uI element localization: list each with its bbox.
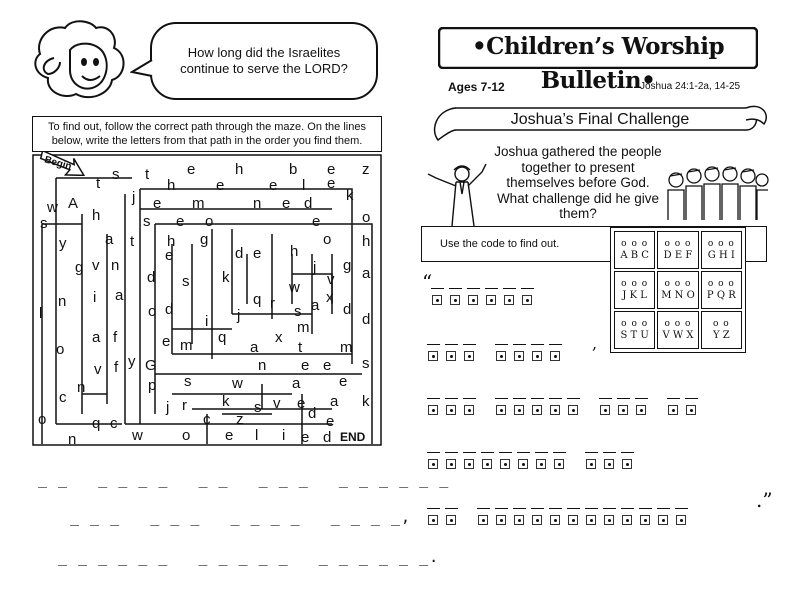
code-key-letters: D E F [663, 250, 693, 261]
maze-letter[interactable]: v [327, 271, 335, 288]
maze-letter[interactable]: s [182, 273, 190, 290]
code-key-cell [657, 271, 698, 309]
maze-letter[interactable]: t [96, 175, 101, 192]
maze-letter[interactable]: q [218, 329, 227, 346]
code-glyph-blank[interactable] [512, 398, 526, 424]
code-key-cell [701, 311, 742, 349]
maze-letter[interactable]: o [205, 213, 214, 230]
code-symbol-icon [496, 405, 506, 415]
comma-mark: , [592, 334, 598, 353]
maze-letter[interactable]: t [145, 166, 150, 183]
code-symbol-icon [640, 515, 650, 525]
maze-letter[interactable]: o [38, 411, 47, 428]
maze-letter[interactable]: a [105, 231, 114, 248]
code-symbol-icon [496, 515, 506, 525]
coded-row [426, 398, 698, 424]
maze-letter[interactable]: o [182, 427, 191, 444]
answer-line-2[interactable]: _ _ _ _ _ _ _ _ _ _ _ _ _ _, [70, 508, 412, 526]
code-key-dots: o o o [707, 239, 735, 249]
code-glyph-blank[interactable] [638, 508, 652, 534]
code-glyph-blank[interactable] [656, 508, 670, 534]
end-label: END [340, 430, 366, 444]
maze-letter[interactable]: q [253, 291, 262, 308]
code-glyph-blank[interactable] [512, 508, 526, 534]
maze-letter[interactable]: a [250, 339, 259, 356]
code-symbol-icon [482, 459, 492, 469]
maze-letter[interactable]: g [343, 257, 352, 274]
code-symbol-icon [554, 459, 564, 469]
code-key-dots: o o o [707, 279, 735, 289]
maze-letter[interactable]: o [148, 303, 157, 320]
maze-letter[interactable]: o [56, 341, 65, 358]
code-glyph-blank[interactable] [426, 508, 440, 534]
coded-row [426, 344, 562, 370]
code-glyph-blank[interactable] [684, 398, 698, 424]
code-key-dots: o o o [664, 319, 692, 329]
code-key-dots: o o o [621, 279, 649, 289]
code-glyph-blank[interactable] [462, 452, 476, 478]
code-symbol-icon [622, 515, 632, 525]
coded-row [426, 452, 634, 478]
code-glyph-blank[interactable] [426, 452, 440, 478]
maze-letter[interactable]: n [68, 431, 77, 448]
maze-letter[interactable]: e [165, 247, 174, 264]
maze-letter[interactable]: s [254, 399, 262, 416]
code-symbol-icon [428, 515, 438, 525]
code-symbol-icon [532, 351, 542, 361]
maze-letter[interactable]: d [165, 301, 174, 318]
code-symbol-icon [450, 295, 460, 305]
maze-letter[interactable]: k [362, 393, 370, 410]
maze-letter[interactable]: e [312, 213, 321, 230]
bulletin-title: •Children’s Worship Bulletin• [471, 33, 725, 94]
code-symbol-icon [658, 515, 668, 525]
maze-letter[interactable]: e [282, 195, 291, 212]
code-symbol-icon [550, 515, 560, 525]
code-glyph-blank[interactable] [674, 508, 688, 534]
code-key-cell [701, 231, 742, 269]
code-key-dots: o o o [664, 279, 692, 289]
code-glyph-blank[interactable] [534, 452, 548, 478]
code-instruction: Use the code to find out. [440, 238, 560, 250]
code-glyph-blank[interactable] [516, 452, 530, 478]
code-symbol-icon [464, 405, 474, 415]
code-key-letters: S T U [620, 330, 649, 341]
begin-label: Begin [43, 154, 73, 173]
code-key-letters: Y Z [712, 330, 730, 341]
maze-letter[interactable]: z [362, 161, 370, 178]
maze-letter-grid [32, 154, 382, 446]
bubble-tail-icon [130, 58, 154, 80]
maze-letter[interactable]: d [362, 311, 371, 328]
maze-letter[interactable]: n [253, 195, 262, 212]
code-glyph-blank[interactable] [666, 398, 680, 424]
code-symbol-icon [550, 405, 560, 415]
maze-letter[interactable]: o [323, 231, 332, 248]
code-symbol-icon [668, 405, 678, 415]
maze-letter[interactable]: m [180, 337, 193, 354]
code-key-dots: o o [712, 319, 730, 329]
code-symbol-icon [586, 459, 596, 469]
maze-letter[interactable]: p [148, 377, 157, 394]
code-glyph-blank[interactable] [602, 508, 616, 534]
coded-row [426, 508, 688, 534]
maze-letter[interactable]: h [167, 177, 176, 194]
maze-letter[interactable]: h [290, 243, 299, 260]
maze-letter[interactable]: j [313, 259, 317, 276]
maze-letter[interactable]: e [269, 177, 278, 194]
code-symbol-icon [504, 295, 514, 305]
code-key-grid [610, 227, 746, 353]
code-glyph-blank[interactable] [448, 288, 462, 314]
code-glyph-blank[interactable] [616, 398, 630, 424]
code-glyph-blank[interactable] [548, 398, 562, 424]
maze-letter[interactable]: s [294, 303, 302, 320]
maze-letter[interactable]: e [339, 373, 348, 390]
sheep-mascot-icon [30, 14, 140, 109]
code-symbol-icon [636, 405, 646, 415]
code-glyph-blank[interactable] [444, 344, 458, 370]
maze-letter[interactable]: i [205, 313, 209, 330]
code-glyph-blank[interactable] [530, 508, 544, 534]
code-key-letters: P Q R [706, 290, 736, 301]
code-symbol-icon [446, 459, 456, 469]
maze-letter[interactable]: w [47, 199, 58, 216]
maze-letter[interactable]: z [236, 411, 244, 428]
code-symbol-icon [446, 515, 456, 525]
answer-line-3[interactable]: _ _ _ _ _ _ _ _ _ _ _ _ _ _ _ _ _. [58, 548, 440, 566]
maze-letter[interactable]: j [132, 189, 136, 206]
code-symbol-icon [464, 459, 474, 469]
code-symbol-icon [686, 405, 696, 415]
code-key-cell [657, 311, 698, 349]
maze-letter[interactable]: d [343, 301, 352, 318]
code-glyph-blank[interactable] [530, 398, 544, 424]
maze-letter[interactable]: b [289, 161, 298, 178]
maze-letter[interactable]: s [40, 215, 48, 232]
maze-letter[interactable]: n [258, 357, 267, 374]
code-symbol-icon [676, 515, 686, 525]
code-glyph-blank[interactable] [426, 344, 440, 370]
age-range: Ages 7-12 [448, 80, 505, 94]
code-symbol-icon [550, 351, 560, 361]
scripture-reference: Joshua 24:1-2a, 14-25 [640, 81, 741, 92]
close-quote: .” [756, 488, 773, 512]
code-glyph-blank[interactable] [620, 452, 634, 478]
maze-letter[interactable]: j [237, 307, 241, 324]
maze-letter[interactable]: s [362, 355, 370, 372]
code-glyph-blank[interactable] [444, 508, 458, 534]
maze-letter[interactable]: e [301, 357, 310, 374]
code-key-dots: o o o [621, 239, 649, 249]
code-glyph-blank[interactable] [484, 288, 498, 314]
code-glyph-blank[interactable] [494, 344, 508, 370]
maze-letter[interactable]: a [92, 329, 101, 346]
code-glyph-blank[interactable] [584, 508, 598, 534]
code-symbol-icon [532, 405, 542, 415]
code-symbol-icon [514, 351, 524, 361]
lesson-title: Joshua’s Final Challenge [510, 111, 690, 128]
maze-letter[interactable]: d [308, 405, 317, 422]
maze-letter[interactable]: l [302, 177, 306, 194]
code-symbol-icon [428, 405, 438, 415]
answer-line-1[interactable]: _ _ _ _ _ _ _ _ _ _ _ _ _ _ _ _ _ [38, 470, 450, 488]
code-key-cell [614, 231, 655, 269]
maze-letter[interactable]: s [143, 213, 151, 230]
code-symbol-icon [486, 295, 496, 305]
maze-letter[interactable]: y [59, 235, 67, 252]
israelites-crowd-icon [662, 160, 770, 220]
maze-letter[interactable]: n [77, 379, 86, 396]
code-glyph-blank[interactable] [548, 344, 562, 370]
code-glyph-blank[interactable] [620, 508, 634, 534]
maze-letter[interactable]: l [39, 305, 43, 322]
maze-letter[interactable]: s [184, 373, 192, 390]
maze-letter[interactable]: m [192, 195, 205, 212]
maze-letter[interactable]: n [58, 293, 67, 310]
maze-letter[interactable]: d [147, 269, 156, 286]
code-symbol-icon [468, 295, 478, 305]
code-symbol-icon [432, 295, 442, 305]
code-key-letters: G H I [707, 250, 735, 261]
question-bubble [150, 22, 378, 100]
code-symbol-icon [446, 351, 456, 361]
question-text: How long did the Israelites continue to serve the LORD? [180, 45, 348, 76]
code-glyph-blank[interactable] [444, 452, 458, 478]
code-glyph-blank[interactable] [498, 452, 512, 478]
code-symbol-icon [478, 515, 488, 525]
maze-letter[interactable]: t [130, 233, 135, 250]
code-glyph-blank[interactable] [502, 288, 516, 314]
code-glyph-blank[interactable] [444, 398, 458, 424]
maze-letter[interactable]: y [128, 353, 136, 370]
maze-letter[interactable]: d [304, 195, 313, 212]
code-key-cell [614, 311, 655, 349]
maze-letter[interactable]: e [225, 427, 234, 444]
maze-letter[interactable]: a [362, 265, 371, 282]
code-glyph-blank[interactable] [512, 344, 526, 370]
maze-letter[interactable]: a [311, 297, 320, 314]
maze-letter[interactable]: c [110, 415, 118, 432]
code-symbol-icon [600, 405, 610, 415]
maze-letter[interactable]: o [362, 209, 371, 226]
code-key-cell [701, 271, 742, 309]
code-key-dots: o o o [664, 239, 692, 249]
code-symbol-icon [618, 405, 628, 415]
maze-letter[interactable]: r [182, 397, 187, 414]
code-symbol-icon [514, 405, 524, 415]
code-glyph-blank[interactable] [530, 344, 544, 370]
code-symbol-icon [464, 351, 474, 361]
code-symbol-icon [514, 515, 524, 525]
code-glyph-blank[interactable] [430, 288, 444, 314]
code-key-letters: M N O [661, 290, 695, 301]
maze-letter[interactable]: e [187, 161, 196, 178]
code-symbol-icon [532, 515, 542, 525]
maze-letter[interactable]: r [270, 295, 275, 312]
code-glyph-blank[interactable] [552, 452, 566, 478]
code-symbol-icon [428, 459, 438, 469]
maze-letter[interactable]: h [92, 207, 101, 224]
code-key-letters: V W X [662, 330, 694, 341]
code-glyph-blank[interactable] [480, 452, 494, 478]
coded-row [430, 288, 534, 314]
maze-letter[interactable]: w [232, 375, 243, 392]
code-symbol-icon [622, 459, 632, 469]
code-glyph-blank[interactable] [426, 398, 440, 424]
code-glyph-blank[interactable] [566, 398, 580, 424]
code-glyph-blank[interactable] [494, 398, 508, 424]
maze-letter[interactable]: a [115, 287, 124, 304]
code-glyph-blank[interactable] [598, 398, 612, 424]
maze-letter[interactable]: d [323, 429, 332, 446]
maze-letter[interactable]: j [166, 399, 170, 416]
maze-letter[interactable]: k [346, 187, 354, 204]
maze-letter[interactable]: l [255, 427, 259, 444]
maze-letter[interactable]: s [112, 166, 120, 183]
code-symbol-icon [568, 405, 578, 415]
code-glyph-blank[interactable] [520, 288, 534, 314]
maze-letter[interactable]: e [162, 333, 171, 350]
code-glyph-blank[interactable] [566, 508, 580, 534]
maze-letter[interactable]: e [327, 175, 336, 192]
maze-letter[interactable]: h [362, 233, 371, 250]
maze-letter[interactable]: m [297, 319, 310, 336]
code-symbol-icon [518, 459, 528, 469]
maze-letter[interactable]: e [176, 213, 185, 230]
maze-letter[interactable]: i [93, 289, 97, 306]
code-key-letters: J K L [622, 290, 647, 301]
maze-letter[interactable]: e [153, 195, 162, 212]
code-glyph-blank[interactable] [476, 508, 490, 534]
code-symbol-icon [604, 515, 614, 525]
story-text: Joshua gathered the people together to present themselves before God. What challenge did he give them? [494, 144, 662, 221]
maze-letter[interactable]: q [92, 415, 101, 432]
code-symbol-icon [428, 351, 438, 361]
maze-letter[interactable]: e [326, 413, 335, 430]
code-symbol-icon [496, 351, 506, 361]
maze-letter[interactable]: a [330, 393, 339, 410]
maze-letter[interactable]: h [167, 233, 176, 250]
maze-letter[interactable]: d [235, 245, 244, 262]
maze-letter[interactable]: v [92, 257, 100, 274]
maze-letter[interactable]: w [289, 279, 300, 296]
code-glyph-blank[interactable] [466, 288, 480, 314]
code-glyph-blank[interactable] [548, 508, 562, 534]
code-symbol-icon [586, 515, 596, 525]
maze-letter[interactable]: m [340, 339, 353, 356]
maze-letter[interactable]: G [145, 357, 157, 374]
maze-letter[interactable]: w [132, 427, 143, 444]
maze-letter[interactable]: e [301, 429, 310, 446]
maze-letter[interactable]: k [222, 393, 230, 410]
code-symbol-icon [536, 459, 546, 469]
maze-letter[interactable]: c [59, 389, 67, 406]
maze-letter[interactable]: x [326, 289, 334, 306]
code-glyph-blank[interactable] [634, 398, 648, 424]
code-key-cell [657, 231, 698, 269]
joshua-illustration-icon [424, 160, 494, 228]
code-key-dots: o o o [621, 319, 649, 329]
code-key-letters: A B C [620, 250, 649, 261]
maze-letter[interactable]: e [323, 357, 332, 374]
maze-letter[interactable]: a [292, 375, 301, 392]
code-symbol-icon [500, 459, 510, 469]
maze-letter[interactable]: e [253, 245, 262, 262]
maze-letter[interactable]: A [68, 195, 79, 212]
code-symbol-icon [522, 295, 532, 305]
maze-letter[interactable]: v [273, 395, 281, 412]
maze-letter[interactable]: f [114, 359, 119, 376]
maze-letter[interactable]: e [327, 161, 336, 178]
maze-instructions: To find out, follow the correct path through the maze. On the lines below, write the letters from that path in the order you find them. [32, 116, 382, 152]
code-symbol-icon [604, 459, 614, 469]
maze-letter[interactable]: c [203, 411, 211, 428]
maze-letter[interactable]: g [200, 231, 209, 248]
maze-letter[interactable]: t [298, 339, 303, 356]
code-symbol-icon [446, 405, 456, 415]
maze-letter[interactable]: x [275, 329, 283, 346]
maze-letter[interactable]: v [94, 361, 102, 378]
code-glyph-blank[interactable] [602, 452, 616, 478]
maze-letter[interactable]: f [113, 329, 118, 346]
maze-letter[interactable]: e [216, 177, 225, 194]
maze-letter[interactable]: k [222, 269, 230, 286]
maze-letter[interactable]: i [282, 427, 286, 444]
code-symbol-icon [568, 515, 578, 525]
maze-letter[interactable]: e [297, 395, 306, 412]
maze-letter[interactable]: n [111, 257, 120, 274]
open-quote: “ [422, 270, 433, 294]
code-glyph-blank[interactable] [462, 398, 476, 424]
code-glyph-blank[interactable] [462, 344, 476, 370]
maze-letter[interactable]: h [235, 161, 244, 178]
maze-letter[interactable]: g [75, 259, 84, 276]
code-key-cell [614, 271, 655, 309]
code-glyph-blank[interactable] [494, 508, 508, 534]
code-glyph-blank[interactable] [584, 452, 598, 478]
